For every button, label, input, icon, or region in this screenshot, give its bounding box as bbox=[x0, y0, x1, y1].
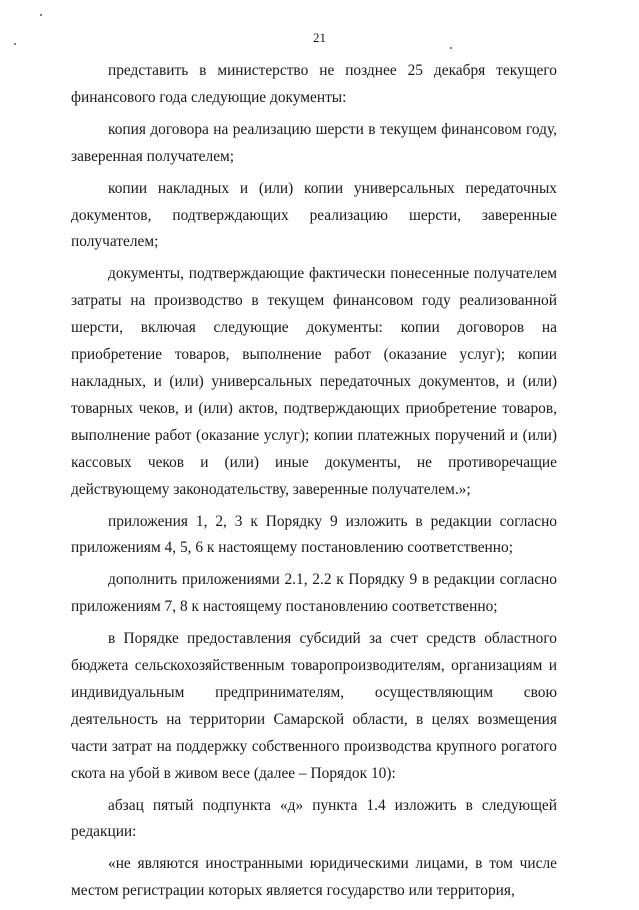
scan-speck bbox=[40, 14, 42, 16]
document-body bbox=[71, 58, 557, 910]
page-number: 21 bbox=[313, 30, 326, 45]
paragraph: документы, подтверждающие фактически понесенные получателем затраты на производство в текущем финансовом году реализованной шерсти, включая следующие документы: копии договоров на приобретение товаров, выполнение работ (оказание услуг); копии накладных, и (или) универсальных передаточных документов, и (или) товарных чеков, и (или) актов, подтверждающих приобретение товаров, выполнение работ (оказание услуг); копии платежных поручений и (или) кассовых чеков и (или) иные документы, не противоречащие действующему законодательству, заверенные получателем.»; bbox=[71, 265, 557, 498]
paragraph: приложения 1, 2, 3 к Порядку 9 изложить в редакции согласно приложениям 4, 5, 6 к настоящему постановлению соответственно; bbox=[71, 512, 557, 557]
paragraph: копия договора на реализацию шерсти в текущем финансовом году, заверенная получателем; bbox=[71, 120, 557, 165]
paragraph: абзац пятый подпункта «д» пункта 1.4 изложить в следующей редакции: bbox=[71, 796, 557, 841]
paragraph: «не являются иностранными юридическими лицами, в том числе местом регистрации которых является государство или территория, bbox=[71, 855, 557, 900]
paragraph: в Порядке предоставления субсидий за счет средств областного бюджета сельскохозяйственным товаропроизводителям, организациям и индивидуальным предпринимателям, осуществляющим свою деятельность на территории Самарской области, в целях возмещения части затрат на поддержку собственного производства крупного рогатого скота на убой в живом весе (далее – Порядок 10): bbox=[71, 630, 557, 782]
paragraph: копии накладных и (или) копии универсальных передаточных документов, подтверждающих реализацию шерсти, заверенные получателем; bbox=[71, 179, 557, 251]
scan-speck bbox=[450, 47, 452, 49]
paragraph: дополнить приложениями 2.1, 2.2 к Порядку 9 в редакции согласно приложениям 7, 8 к настоящему постановлению соответственно; bbox=[71, 571, 557, 616]
paragraph: представить в министерство не позднее 25 декабря текущего финансового года следующие документы: bbox=[71, 62, 557, 106]
